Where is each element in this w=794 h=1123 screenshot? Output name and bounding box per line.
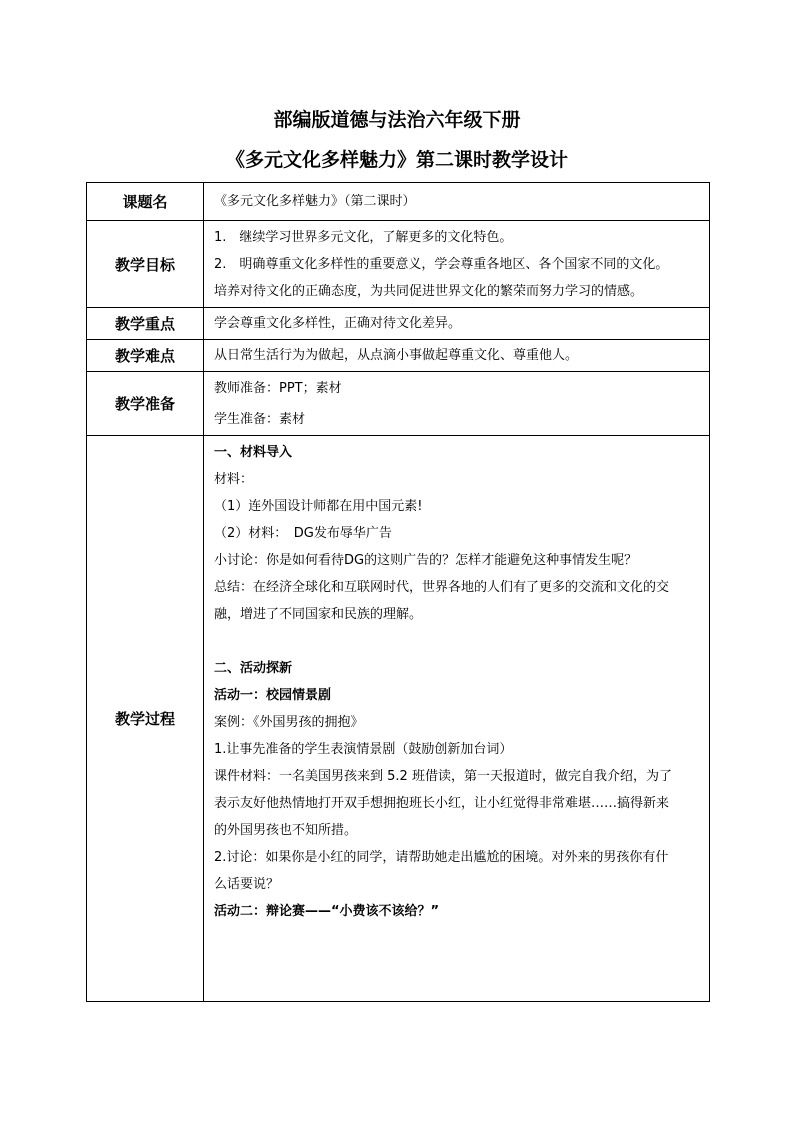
step1-text: 1.让事先准备的学生表演情景剧（鼓励创新加台词） [214, 742, 513, 757]
courseware-line-1: 课件材料：一名美国男孩来到 5.2 班借读，第一天报道时，做完自我介绍，为了 [214, 769, 672, 784]
step2-line-2: 么话要说？ [214, 877, 280, 892]
goal-item-2: 2. 明确尊重文化多样性的重要意义，学会尊重各地区、各个国家不同的文化。 [214, 256, 669, 272]
teacher-preparation: 教师准备：PPT；素材 [214, 380, 342, 396]
discussion-text: 小讨论：你是如何看待DG的这则广告的？怎样才能避免这种事情发生呢？ [214, 553, 638, 568]
goal-item-1: 1. 继续学习世界多元文化，了解更多的文化特色。 [214, 229, 513, 245]
value-process [204, 436, 710, 1002]
difficulties-text: 从日常生活行为为做起，从点滴小事做起尊重文化、尊重他人。 [214, 348, 579, 363]
summary-line-1: 总结：在经济全球化和互联网时代，世界各地的人们有了更多的交流和文化的交 [214, 580, 670, 595]
material-item-2: （2）材料： DG发布辱华广告 [214, 526, 392, 541]
row-key-points [87, 308, 710, 340]
section1-title: 一、材料导入 [214, 445, 293, 460]
value-difficulties [204, 340, 710, 372]
row-preparation [87, 372, 710, 436]
value-key-points [204, 308, 710, 340]
document-title: 部编版道德与法治六年级下册 [273, 109, 521, 131]
row-topic [87, 183, 710, 221]
value-preparation [204, 372, 710, 436]
step2-line-1: 2.讨论：如果你是小红的同学，请帮助她走出尴尬的困境。对外来的男孩你有什 [214, 850, 669, 865]
topic-text: 《多元文化多样魅力》（第二课时） [214, 194, 416, 209]
document-subtitle: 《多元文化多样魅力》第二课时教学设计 [225, 149, 568, 171]
label-key-points: 教学重点 [87, 308, 204, 340]
section2-title: 二、活动探新 [214, 661, 293, 676]
activity1-title: 活动一：校园情景剧 [214, 688, 332, 703]
label-goals: 教学目标 [87, 221, 204, 308]
goal-item-3: 培养对待文化的正确态度，为共同促进世界文化的繁荣而努力学习的情感。 [214, 283, 644, 299]
row-goals [87, 221, 710, 308]
student-preparation: 学生准备：素材 [214, 411, 306, 427]
activity2-title: 活动二：辩论赛——“小费该不该给？” [214, 904, 440, 919]
label-preparation: 教学准备 [87, 372, 204, 436]
case-text: 案例：《外国男孩的拥抱》 [214, 715, 364, 730]
value-goals [204, 221, 710, 308]
spacer [214, 628, 703, 655]
label-process: 教学过程 [87, 436, 204, 1002]
summary-line-2: 融，增进了不同国家和民族的理解。 [214, 607, 423, 622]
row-difficulties [87, 340, 710, 372]
key-points-text: 学会尊重文化多样性，正确对待文化差异。 [214, 316, 462, 331]
courseware-line-2: 表示友好他热情地打开双手想拥抱班长小红，让小红觉得非常难堪……搞得新来 [214, 796, 670, 811]
label-topic: 课题名 [87, 183, 204, 221]
label-difficulties: 教学难点 [87, 340, 204, 372]
row-process [87, 436, 710, 1002]
value-topic [204, 183, 710, 221]
material-label: 材料： [214, 472, 254, 487]
material-item-1: （1）连外国设计师都在用中国元素! [214, 499, 423, 514]
courseware-line-3: 的外国男孩也不知所措。 [214, 823, 358, 838]
lesson-plan-table [86, 182, 710, 1002]
